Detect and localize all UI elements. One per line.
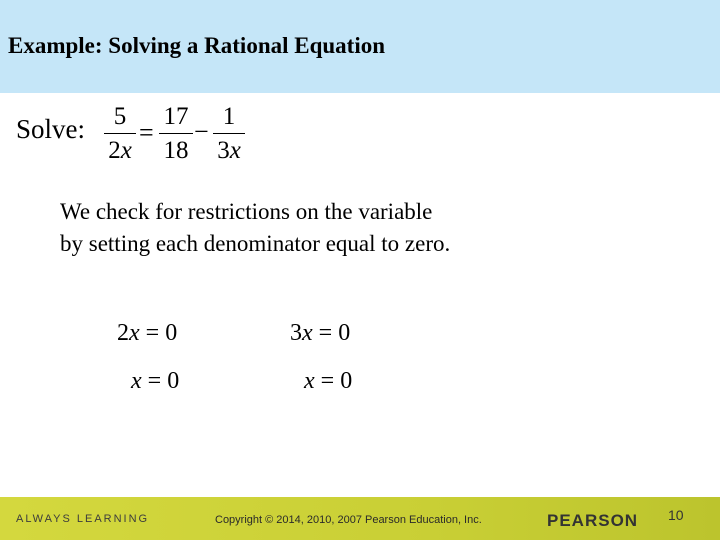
slide-title: Example: Solving a Rational Equation (8, 33, 386, 58)
fraction-bar (104, 133, 136, 134)
denominator: 3x (217, 137, 241, 164)
fraction-5-over-2x (104, 104, 136, 163)
footer-bar (0, 497, 720, 540)
explanation-text (60, 196, 450, 260)
equation-x-equals-0-left: x = 0 (131, 368, 180, 394)
explanation-line-2: by setting each denominator equal to zero. (60, 231, 451, 256)
denominator: 18 (163, 137, 189, 164)
fraction-17-over-18 (159, 104, 193, 163)
fraction-1-over-3x (213, 104, 245, 163)
numerator: 17 (163, 103, 189, 130)
minus-sign: − (194, 117, 209, 146)
equation-2x-equals-0: 2x = 0 (117, 320, 178, 346)
title-bar (0, 0, 720, 93)
solve-label: Solve: (16, 114, 86, 144)
fraction-bar (159, 133, 193, 134)
copyright-notice: Copyright © 2014, 2010, 2007 Pearson Education, Inc. (215, 514, 482, 526)
equation-x-equals-0-right: x = 0 (304, 368, 353, 394)
tagline: ALWAYS LEARNING (16, 513, 150, 525)
brand-logo: PEARSON (547, 511, 639, 530)
page-number: 10 (668, 507, 684, 523)
explanation-line-1: We check for restrictions on the variable (60, 199, 433, 224)
numerator: 5 (113, 103, 127, 130)
denominator: 2x (108, 137, 132, 164)
fraction-bar (213, 133, 245, 134)
equation-3x-equals-0: 3x = 0 (290, 320, 351, 346)
equals-sign: = (139, 118, 154, 147)
numerator: 1 (222, 103, 236, 130)
